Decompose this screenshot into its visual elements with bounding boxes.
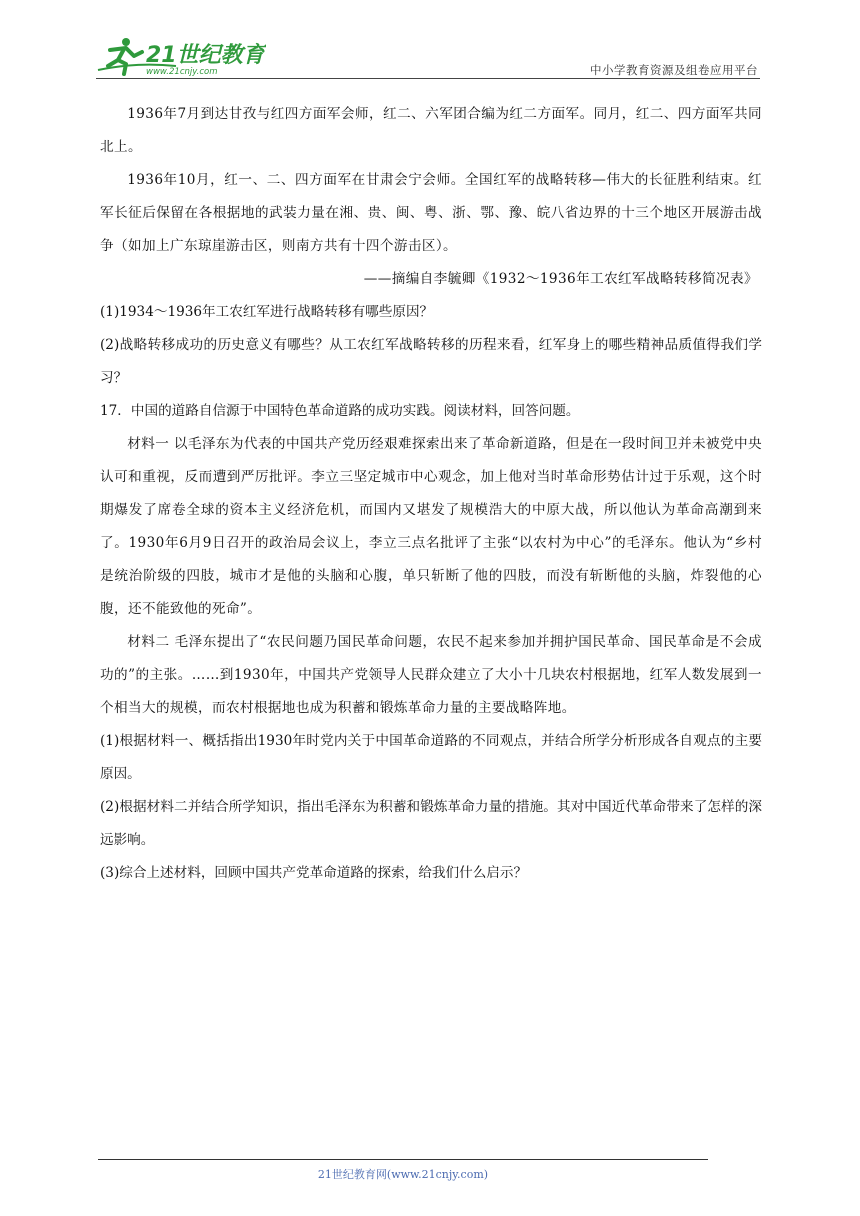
sub-question-3: (3)综合上述材料，回顾中国共产党革命道路的探索，给我们什么启示？ bbox=[100, 865, 528, 881]
site-logo bbox=[96, 36, 266, 78]
material-one: 材料一 以毛泽东为代表的中国共产党历经艰难探索出来了革命新道路，但是在一段时间卫并未被党中央认可和重视，反而遭到严厉批评。李立三坚定城市中心观念，加上他对当时革命形势估计过于乐观，这个时期爆发了席卷全球的资本主义经济危机，而国内又堪发了规模浩大的中原大战，所以他认为革命高潮到来了。1930年6月9日召开的政治局会议上，李立三点名批评了主张“以农村为中心”的毛泽东。他认为“乡村是统治阶级的四肢，城市才是他的头脑和心腹，单只斩断了他的四肢，而没有斩断他的头脑，炸裂他的心腹，还不能致他的死命”。 bbox=[100, 436, 762, 617]
header-divider bbox=[96, 78, 760, 79]
sub-question-1: (1)根据材料一、概括指出1930年时党内关于中国革命道路的不同观点，并结合所学分析形成各自观点的主要原因。 bbox=[100, 733, 762, 782]
source-citation: ——摘编自李毓卿《1932～1936年工农红军战略转移简况表》 bbox=[363, 271, 758, 287]
paragraph-1936-october: 1936年10月，红一、二、四方面军在甘肃会宁会师。全国红军的战略转移—伟大的长征胜利结束。红军长征后保留在各根据地的武装力量在湘、贵、闽、粤、浙、鄂、豫、皖八省边界的十三个地区开展游击战争（如加上广东琼崖游击区，则南方共有十四个游击区）。 bbox=[100, 172, 762, 254]
paragraph-1936-july: 1936年7月到达甘孜与红四方面军会师，红二、六军团合编为红二方面军。同月，红二、四方面军共同北上。 bbox=[100, 106, 762, 155]
footer-site-link[interactable]: 21世纪教育网(www.21cnjy.com) bbox=[317, 1168, 489, 1181]
question-17-heading: 17．中国的道路自信源于中国特色革命道路的成功实践。阅读材料，回答问题。 bbox=[100, 403, 580, 419]
svg-text:21世纪教育: 21世纪教育 bbox=[146, 43, 265, 68]
svg-text:www.21cnjy.com: www.21cnjy.com bbox=[146, 67, 218, 77]
question-1: (1)1934～1936年工农红军进行战略转移有哪些原因？ bbox=[100, 304, 434, 320]
document-body bbox=[100, 98, 762, 890]
page-header bbox=[96, 36, 760, 80]
question-2: (2)战略转移成功的历史意义有哪些？从工农红军战略转移的历程来看，红军身上的哪些精神品质值得我们学习？ bbox=[100, 337, 762, 386]
sub-question-2: (2)根据材料二并结合所学知识，指出毛泽东为积蓄和锻炼革命力量的措施。其对中国近代革命带来了怎样的深远影响。 bbox=[100, 799, 762, 848]
material-two: 材料二 毛泽东提出了“农民问题乃国民革命问题，农民不起来参加并拥护国民革命、国民革命是不会成功的”的主张。……到1930年，中国共产党领导人民群众建立了大小十几块农村根据地，红军人数发展到一个相当大的规模，而农村根据地也成为积蓄和锻炼革命力量的主要战略阵地。 bbox=[100, 634, 762, 716]
runner-logo-icon bbox=[96, 36, 266, 78]
footer-divider bbox=[98, 1159, 708, 1160]
platform-name: 中小学教育资源及组卷应用平台 bbox=[590, 63, 758, 77]
